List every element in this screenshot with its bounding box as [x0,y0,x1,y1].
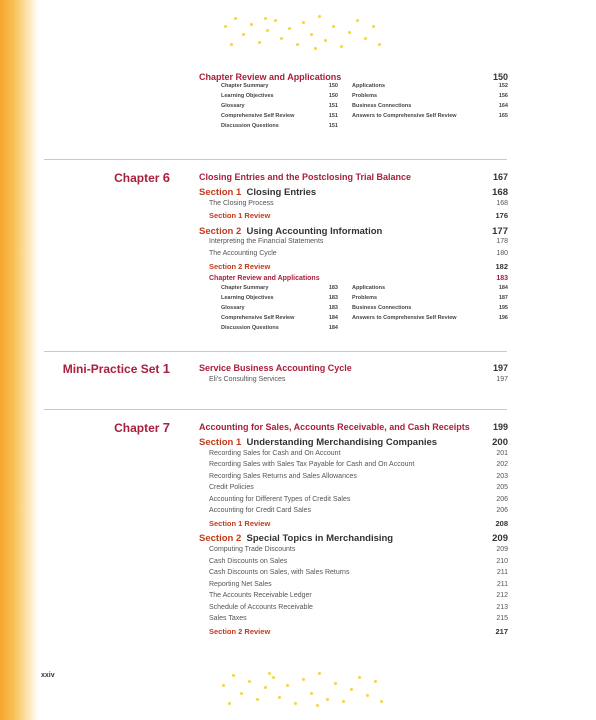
chapter-7-label [20,420,170,435]
mini-practice-set-page: 197 [492,363,508,373]
ch6-cra-right-3[interactable] [352,315,508,323]
ch6-s2-item-0[interactable] [199,238,508,249]
ch7-s1-item-3[interactable] [199,484,508,495]
cra-item-label: Problems [352,93,378,99]
ch6-cra-left-2[interactable] [221,305,338,313]
decorative-dots-top [216,13,384,51]
ch5-cra-right-1[interactable] [352,93,508,101]
mps1-item-0[interactable] [199,376,508,387]
cra-item-page: 187 [498,295,508,301]
cra-item-page: 195 [498,305,508,311]
ch7-s1-item-1[interactable] [199,461,508,472]
section-number: Section 1 [199,187,242,198]
ch5-cra-title-label: Chapter Review and Applications [199,72,342,82]
toc-item-page: 203 [496,473,508,480]
cra-item-page: 156 [498,93,508,99]
toc-item-page: 178 [496,238,508,245]
chapter-word: Chapter [114,421,160,435]
ch7-section-2[interactable] [199,533,508,544]
ch6-cra-right-2[interactable] [352,305,508,313]
section-title: Using Accounting Information [246,226,383,237]
toc-item-page: 197 [496,376,508,383]
chapter-title-page: 199 [492,422,508,432]
ch5-cra-left-2[interactable] [221,103,338,111]
toc-item-page: 209 [496,546,508,553]
mini-practice-set-1-label [20,361,170,376]
toc-item-label: Cash Discounts on Sales [209,558,288,565]
ch7-s2-review[interactable] [199,627,508,638]
ch7-title[interactable] [199,422,508,433]
section-page: 200 [492,437,508,448]
cra-item-label: Answers to Comprehensive Self Review [352,113,457,119]
toc-item-page: 213 [496,604,508,611]
toc-item-page: 211 [496,581,508,588]
toc-item-label: Computing Trade Discounts [209,546,296,553]
ch5-cra-title-page: 150 [492,72,508,82]
review-page: 208 [495,519,508,528]
cra-item-page: 184 [328,325,338,331]
toc-item-label: Recording Sales Returns and Sales Allowances [209,473,357,480]
ch7-s2-item-6[interactable] [199,615,508,626]
ch7-s2-item-2[interactable] [199,569,508,580]
toc-item-page: 205 [496,484,508,491]
cra-item-label: Chapter Summary [221,285,269,291]
chapter-number: 7 [162,420,170,435]
cra-title-label: Chapter Review and Applications [209,275,320,282]
review-label: Section 1 Review [209,519,271,528]
review-page: 182 [495,262,508,271]
cra-item-label: Business Connections [352,305,412,311]
section-page: 168 [492,187,508,198]
section-number: Section 1 [199,437,242,448]
ch6-section-2[interactable] [199,226,508,237]
page-edge-gradient [0,0,38,720]
section-title: Special Topics in Merchandising [246,533,394,544]
toc-item-label: Accounting for Different Types of Credit Sales [209,496,351,503]
toc-item-label: Recording Sales for Cash and On Account [209,450,341,457]
ch5-cra-left-3[interactable] [221,113,338,121]
cra-item-page: 183 [328,285,338,291]
cra-item-label: Glossary [221,305,245,311]
review-label: Section 2 Review [209,627,271,636]
cra-item-page: 150 [328,83,338,89]
ch6-cra-left-4[interactable] [221,325,338,333]
cra-item-page: 184 [498,285,508,291]
review-label: Section 2 Review [209,262,271,271]
cra-item-page: 196 [498,315,508,321]
ch7-section-1[interactable] [199,437,508,448]
toc-item-label: The Accounting Cycle [209,250,277,257]
chapter-title: Closing Entries and the Postclosing Trial Balance [199,172,412,182]
ch6-s2-review[interactable] [199,262,508,273]
chapter-number: 6 [162,170,170,185]
section-title: Closing Entries [246,187,317,198]
section-page: 209 [492,533,508,544]
ch5-cra-left-1[interactable] [221,93,338,101]
ch5-cra-left-0[interactable] [221,83,338,91]
section-page: 177 [492,226,508,237]
toc-item-label: Sales Taxes [209,615,247,622]
toc-item-label: Reporting Net Sales [209,581,272,588]
cra-item-label: Applications [352,83,386,89]
ch7-s1-item-5[interactable] [199,507,508,518]
ch7-s1-item-4[interactable] [199,496,508,507]
mini-practice-set-title: Service Business Accounting Cycle [199,363,352,373]
cra-item-page: 151 [328,123,338,129]
ch5-cra-title[interactable] [199,72,508,83]
toc-item-page: 202 [496,461,508,468]
toc-item-page: 215 [496,615,508,622]
section-title: Understanding Merchandising Companies [246,437,438,448]
review-label: Section 1 Review [209,211,271,220]
toc-item-label: Recording Sales with Sales Tax Payable for Cash and On Account [209,461,415,468]
cra-item-label: Discussion Questions [221,123,279,129]
chapter-6-label [20,170,170,185]
cra-title-page: 183 [496,275,508,282]
ch6-cra-right-1[interactable] [352,295,508,303]
ch5-cra-right-3[interactable] [352,113,508,121]
cra-item-page: 164 [498,103,508,109]
cra-item-label: Glossary [221,103,245,109]
ch7-s2-item-3[interactable] [199,581,508,592]
ch6-cra-left-3[interactable] [221,315,338,323]
cra-item-label: Answers to Comprehensive Self Review [352,315,457,321]
cra-item-label: Learning Objectives [221,295,274,301]
toc-item-label: Credit Policies [209,484,254,491]
decorative-dots-bottom [216,670,384,708]
cra-item-label: Learning Objectives [221,93,274,99]
ch5-cra-left-4[interactable] [221,123,338,131]
ch6-s2-item-1[interactable] [199,250,508,261]
divider-mps1 [44,351,507,352]
divider-ch7 [44,409,507,410]
cra-item-page: 151 [328,113,338,119]
toc-item-page: 201 [496,450,508,457]
chapter-title: Accounting for Sales, Accounts Receivable, and Cash Receipts [199,422,470,432]
ch7-s1-review[interactable] [199,519,508,530]
cra-item-label: Discussion Questions [221,325,279,331]
ch6-s1-review[interactable] [199,211,508,222]
ch7-s2-item-4[interactable] [199,592,508,603]
cra-item-page: 184 [328,315,338,321]
toc-item-page: 212 [496,592,508,599]
cra-item-page: 165 [498,113,508,119]
toc-item-label: Accounting for Credit Card Sales [209,507,311,514]
section-number: Section 2 [199,226,242,237]
cra-item-label: Comprehensive Self Review [221,315,295,321]
cra-item-page: 183 [328,305,338,311]
section-number: Section 2 [199,533,242,544]
ch7-s1-item-2[interactable] [199,473,508,484]
divider-ch6 [44,159,507,160]
ch7-s2-item-5[interactable] [199,604,508,615]
cra-item-page: 150 [328,93,338,99]
cra-item-label: Business Connections [352,103,412,109]
ch6-cra-right-0[interactable] [352,285,508,293]
toc-item-page: 206 [496,496,508,503]
cra-item-label: Applications [352,285,386,291]
toc-item-page: 206 [496,507,508,514]
ch6-s1-item-0[interactable] [199,200,508,211]
cra-item-label: Problems [352,295,378,301]
chapter-word: Chapter [114,171,160,185]
toc-item-label: Interpreting the Financial Statements [209,238,324,245]
mini-practice-set-number: 1 [162,361,170,376]
toc-item-page: 211 [496,569,508,576]
ch6-title[interactable] [199,172,508,183]
ch7-s2-item-0[interactable] [199,546,508,557]
ch5-cra-right-0[interactable] [352,83,508,91]
ch6-cra-left-0[interactable] [221,285,338,293]
cra-item-label: Comprehensive Self Review [221,113,295,119]
chapter-title-page: 167 [492,172,508,182]
ch6-cra-left-1[interactable] [221,295,338,303]
cra-item-page: 152 [498,83,508,89]
toc-item-page: 168 [496,200,508,207]
toc-item-label: The Closing Process [209,200,274,207]
review-page: 217 [495,627,508,636]
toc-item-page: 210 [496,558,508,565]
toc-item-label: Schedule of Accounts Receivable [209,604,313,611]
page-number: xxiv [41,672,55,679]
toc-item-label: The Accounts Receivable Ledger [209,592,312,599]
ch7-s2-item-1[interactable] [199,558,508,569]
toc-item-page: 180 [496,250,508,257]
toc-item-label: Cash Discounts on Sales, with Sales Returns [209,569,350,576]
mini-practice-set-word: Mini-Practice Set [62,362,160,376]
ch6-section-1[interactable] [199,187,508,198]
cra-item-page: 183 [328,295,338,301]
toc-item-label: Eli's Consulting Services [209,376,286,383]
cra-item-page: 151 [328,103,338,109]
mps1-title[interactable] [199,363,508,374]
review-page: 176 [495,211,508,220]
ch5-cra-right-2[interactable] [352,103,508,111]
cra-item-label: Chapter Summary [221,83,269,89]
ch7-s1-item-0[interactable] [199,450,508,461]
